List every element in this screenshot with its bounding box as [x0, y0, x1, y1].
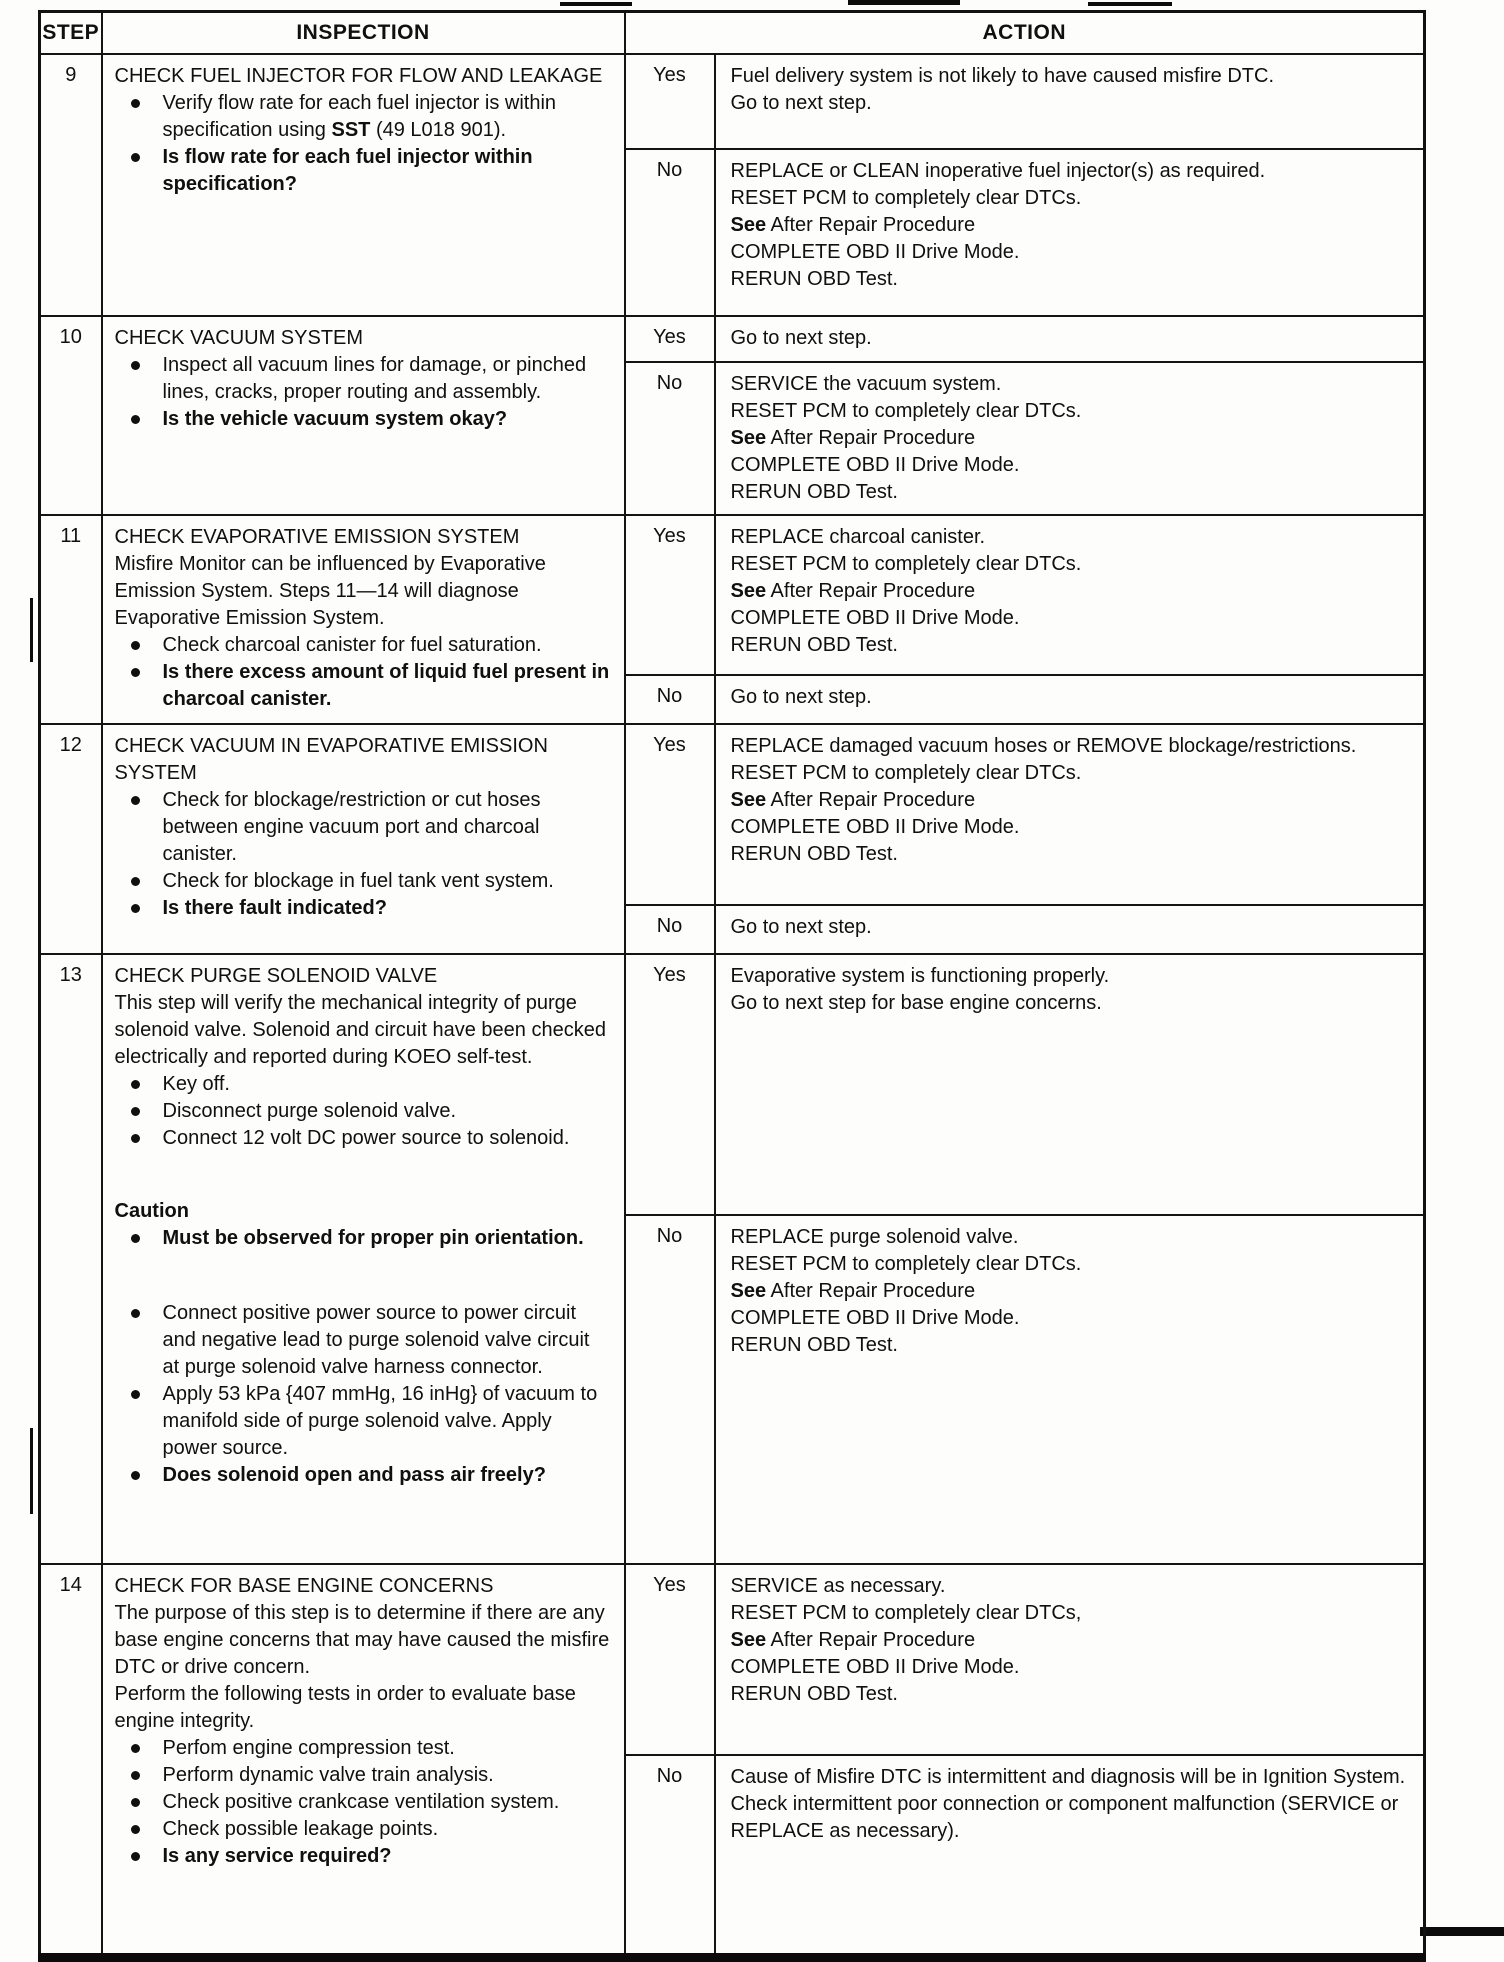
bullet-icon [131, 659, 163, 713]
header-step: STEP [40, 12, 102, 55]
bullet-text [163, 1225, 610, 1252]
bullet-text [163, 1762, 610, 1789]
action-line-text: RESET PCM to completely clear DTCs. [730, 187, 1082, 209]
step-11-yes-cell [625, 515, 715, 675]
step-12-inspection-cell [102, 724, 625, 954]
action-line [731, 371, 1412, 398]
bullet-text [163, 632, 610, 659]
action-line [731, 452, 1412, 479]
bullet-icon [131, 632, 163, 659]
action-line-text: RERUN OBD Test. [730, 843, 898, 865]
bullet-text [163, 1462, 610, 1489]
action-line-text: COMPLETE OBD II Drive Mode. [730, 454, 1020, 476]
action-line [731, 841, 1412, 868]
bullet-icon [131, 1300, 163, 1381]
action-line-text: COMPLETE OBD II Drive Mode. [730, 1307, 1020, 1329]
action-line-bold: See [730, 1629, 767, 1651]
step-14-yes-cell [625, 1564, 715, 1755]
step-13-no-cell [625, 1215, 715, 1564]
step-11-no-action-cell [715, 675, 1425, 724]
scan-artifact [1420, 1927, 1504, 1936]
action-line [731, 63, 1412, 90]
step-13-no-action-cell [715, 1215, 1425, 1564]
step-10-no-action-cell [715, 362, 1425, 515]
bullet-icon [131, 1071, 163, 1098]
bullet-text-bold: SST [331, 119, 371, 141]
action-line [731, 1305, 1412, 1332]
action-line-text: COMPLETE OBD II Drive Mode. [730, 816, 1020, 838]
step-number: 11 [60, 525, 82, 547]
bullet-text [163, 1071, 610, 1098]
bullet-text [163, 895, 610, 922]
action-line-text: Evaporative system is functioning properly. [730, 965, 1110, 987]
bullet-item [131, 1381, 610, 1462]
step-10-no-cell [625, 362, 715, 515]
action-line [731, 1251, 1412, 1278]
header-inspection: INSPECTION [102, 12, 625, 55]
bullet-text [163, 1381, 610, 1462]
bullet-text-part: Key off. [162, 1073, 230, 1095]
step-14-no-action-cell [715, 1755, 1425, 1957]
bullet-text-bold: Is the vehicle vacuum system okay? [162, 408, 508, 430]
bullet-text-part: Inspect all vacuum lines for damage, or pinched lines, cracks, proper routing and assembly. [162, 354, 587, 403]
bullet-icon [131, 1843, 163, 1870]
action-line-text: RERUN OBD Test. [730, 481, 898, 503]
step-10-inspection-cell [102, 316, 625, 515]
step-number: 13 [59, 964, 82, 986]
step-14-number-cell [40, 1564, 102, 1957]
bullet-item [131, 1125, 610, 1152]
bullet-item [131, 1762, 610, 1789]
bullet-text-part: Connect 12 volt DC power source to solenoid. [162, 1127, 570, 1149]
action-line [731, 787, 1412, 814]
bullet-icon [131, 1381, 163, 1462]
step-9-no-cell [625, 149, 715, 316]
header-action: ACTION [625, 12, 1425, 55]
bullet-text-part: Disconnect purge solenoid valve. [162, 1100, 457, 1122]
bullet-text [163, 1843, 610, 1870]
action-line-text: After Repair Procedure [766, 580, 976, 602]
action-line-text: Go to next step. [730, 916, 872, 938]
yes-label: Yes [653, 525, 686, 547]
inspection-paragraph: This step will verify the mechanical integrity of purge solenoid valve. Solenoid and circuit have been checked electrically and reported during KOEO self-test. [114, 992, 606, 1068]
action-line-text: After Repair Procedure [766, 1629, 976, 1651]
action-line [731, 1654, 1412, 1681]
bullet-item [131, 1789, 610, 1816]
action-line [731, 814, 1412, 841]
bullet-icon [131, 1816, 163, 1843]
bullet-text [163, 1816, 610, 1843]
bullet-icon [131, 1125, 163, 1152]
action-line-text: REPLACE purge solenoid valve. [730, 1226, 1019, 1248]
action-line-text: REPLACE damaged vacuum hoses or REMOVE blockage/restrictions. [730, 735, 1357, 757]
step-12-no-action-cell [715, 905, 1425, 954]
step-number: 10 [59, 326, 82, 348]
step-14-yes-row [40, 1564, 1425, 1755]
action-line-text: RERUN OBD Test. [730, 1334, 898, 1356]
bullet-icon [131, 868, 163, 895]
bullet-item [131, 1300, 610, 1381]
bullet-item [131, 1735, 610, 1762]
bullet-text-part: Verify flow rate for each fuel injector is within specification using [162, 92, 557, 141]
bullet-item [131, 632, 610, 659]
step-14-inspection-cell [102, 1564, 625, 1957]
inspection-title: CHECK EVAPORATIVE EMISSION SYSTEM [114, 526, 520, 548]
action-line-text: COMPLETE OBD II Drive Mode. [730, 607, 1020, 629]
action-line-text: RESET PCM to completely clear DTCs. [730, 762, 1082, 784]
action-line [731, 90, 1412, 117]
yes-label: Yes [653, 964, 686, 986]
step-10-yes-row [40, 316, 1425, 362]
action-line-bold: See [730, 214, 767, 236]
action-line [731, 1278, 1412, 1305]
step-13-yes-row [40, 954, 1425, 1215]
action-line-text: REPLACE charcoal canister. [730, 526, 986, 548]
inspection-title: CHECK FOR BASE ENGINE CONCERNS [114, 1575, 494, 1597]
step-14-yes-action-cell [715, 1564, 1425, 1755]
step-9-inspection-cell [102, 54, 625, 316]
action-line [731, 185, 1412, 212]
bullet-text-bold: Is there fault indicated? [162, 897, 387, 919]
action-line-text: REPLACE or CLEAN inoperative fuel injector(s) as required. [730, 160, 1266, 182]
bullet-item [131, 352, 610, 406]
inspection-paragraph: The purpose of this step is to determine if there are any base engine concerns that may have caused the misfire DTC or drive concern. [114, 1602, 610, 1678]
bullet-icon [131, 352, 163, 406]
action-line-text: RESET PCM to completely clear DTCs. [730, 400, 1082, 422]
action-line [731, 1332, 1412, 1359]
bullet-text [163, 144, 610, 198]
action-line-text: COMPLETE OBD II Drive Mode. [730, 1656, 1020, 1678]
action-line-text: SERVICE the vacuum system. [730, 373, 1002, 395]
bullet-icon [131, 1225, 163, 1252]
action-line [731, 684, 1412, 711]
bullet-text [163, 1098, 610, 1125]
step-14-no-cell [625, 1755, 715, 1957]
step-13-number-cell [40, 954, 102, 1564]
step-9-no-action-cell [715, 149, 1425, 316]
caution-heading: Caution [114, 1200, 189, 1222]
bullet-text-part: (49 L018 901). [370, 119, 507, 141]
action-line-text: Go to next step. [730, 327, 872, 349]
step-9-number-cell [40, 54, 102, 316]
bullet-icon [131, 1762, 163, 1789]
bullet-icon [131, 144, 163, 198]
bullet-item-caution [131, 1225, 610, 1252]
bullet-text-bold: Is any service required? [162, 1845, 392, 1867]
action-line [731, 1764, 1412, 1845]
action-line [731, 524, 1412, 551]
bullet-text-part: Check possible leakage points. [162, 1818, 439, 1840]
step-12-yes-cell [625, 724, 715, 905]
bullet-item-question [131, 144, 610, 198]
action-line [731, 551, 1412, 578]
step-12-number-cell [40, 724, 102, 954]
step-9-yes-action-cell [715, 54, 1425, 149]
action-line-text: RERUN OBD Test. [730, 268, 898, 290]
bullet-text [163, 1300, 610, 1381]
bullet-text [163, 406, 610, 433]
bullet-icon [131, 1462, 163, 1489]
bullet-icon [131, 1789, 163, 1816]
no-label: No [656, 372, 683, 394]
bullet-item [131, 1098, 610, 1125]
bullet-icon [131, 895, 163, 922]
scan-artifact [1088, 2, 1172, 6]
bullet-icon [131, 787, 163, 868]
action-line [731, 1681, 1412, 1708]
bullet-text-part: Apply 53 kPa {407 mmHg, 16 inHg} of vacuum to manifold side of purge solenoid valve. Apply power source. [162, 1383, 598, 1459]
bullet-text-bold: Does solenoid open and pass air freely? [162, 1464, 546, 1486]
step-13-yes-action-cell [715, 954, 1425, 1215]
step-11-inspection-cell [102, 515, 625, 724]
no-label: No [656, 1225, 683, 1247]
bullet-item-question [131, 1462, 610, 1489]
action-line [731, 425, 1412, 452]
action-line [731, 1600, 1412, 1627]
scan-artifact [848, 0, 960, 5]
step-number: 14 [59, 1574, 82, 1596]
step-12-yes-action-cell [715, 724, 1425, 905]
step-number: 9 [65, 64, 77, 86]
yes-label: Yes [653, 1574, 686, 1596]
bullet-item-question [131, 895, 610, 922]
action-line [731, 212, 1412, 239]
step-10-yes-action-cell [715, 316, 1425, 362]
bullet-icon [131, 1098, 163, 1125]
action-line [731, 578, 1412, 605]
inspection-title: CHECK PURGE SOLENOID VALVE [114, 965, 438, 987]
no-label: No [656, 1765, 683, 1787]
bullet-text-bold: Is flow rate for each fuel injector within specification? [162, 146, 533, 195]
yes-label: Yes [653, 326, 686, 348]
action-line-text: RERUN OBD Test. [730, 634, 898, 656]
scan-artifact [30, 598, 33, 662]
bullet-text-part: Perform dynamic valve train analysis. [162, 1764, 494, 1786]
action-line [731, 760, 1412, 787]
bullet-text [163, 352, 610, 406]
step-number: 12 [59, 734, 82, 756]
inspection-paragraph: Perform the following tests in order to evaluate base engine integrity. [114, 1683, 576, 1732]
action-line [731, 1224, 1412, 1251]
scan-artifact [560, 2, 632, 6]
step-9-yes-row [40, 54, 1425, 149]
bullet-item [131, 868, 610, 895]
action-line-text: Go to next step for base engine concerns. [730, 992, 1102, 1014]
action-line [731, 632, 1412, 659]
action-line [731, 1573, 1412, 1600]
bullet-text [163, 868, 610, 895]
inspection-paragraph: Misfire Monitor can be influenced by Evaporative Emission System. Steps 11—14 will diagnose Evaporative Emission System. [114, 553, 546, 629]
bullet-text [163, 787, 610, 868]
action-line [731, 605, 1412, 632]
bullet-item [131, 90, 610, 144]
step-12-no-cell [625, 905, 715, 954]
inspection-title: CHECK VACUUM SYSTEM [114, 327, 364, 349]
no-label: No [656, 159, 683, 181]
action-line-text: After Repair Procedure [766, 1280, 976, 1302]
action-line [731, 398, 1412, 425]
action-line-text: RESET PCM to completely clear DTCs. [730, 553, 1082, 575]
bullet-text [163, 90, 610, 144]
bullet-text-bold: Must be observed for proper pin orientation. [162, 1227, 584, 1249]
action-line [731, 914, 1412, 941]
action-line [731, 158, 1412, 185]
bullet-text-part: Perfom engine compression test. [162, 1737, 455, 1759]
action-line-text: SERVICE as necessary. [730, 1575, 946, 1597]
bullet-text-part: Connect positive power source to power circuit and negative lead to purge solenoid valve circuit at purge solenoid valve harness connector. [162, 1302, 590, 1378]
action-line-text: After Repair Procedure [766, 214, 976, 236]
bullet-text-bold: Is there excess amount of liquid fuel present in charcoal canister. [162, 661, 610, 710]
action-line-text: RERUN OBD Test. [730, 1683, 898, 1705]
action-line [731, 1627, 1412, 1654]
step-11-yes-action-cell [715, 515, 1425, 675]
action-line [731, 963, 1412, 990]
bullet-text-part: Check for blockage in fuel tank vent system. [162, 870, 554, 892]
troubleshooting-table [38, 10, 1426, 1962]
bullet-text-part: Check for blockage/restriction or cut hoses between engine vacuum port and charcoal canister. [162, 789, 541, 865]
action-line [731, 325, 1412, 352]
inspection-title: CHECK VACUUM IN EVAPORATIVE EMISSION SYSTEM [114, 735, 548, 784]
action-line-text: After Repair Procedure [766, 427, 976, 449]
action-line-bold: See [730, 789, 767, 811]
action-line [731, 479, 1412, 506]
step-13-inspection-cell [102, 954, 625, 1564]
action-line-text: RESET PCM to completely clear DTCs. [730, 1253, 1082, 1275]
no-label: No [656, 684, 683, 707]
inspection-title: CHECK FUEL INJECTOR FOR FLOW AND LEAKAGE [114, 65, 603, 87]
yes-label: Yes [653, 734, 686, 756]
scan-artifact [30, 1428, 33, 1514]
step-12-yes-row [40, 724, 1425, 905]
bullet-item [131, 1816, 610, 1843]
yes-label: Yes [653, 64, 686, 86]
step-13-yes-cell [625, 954, 715, 1215]
action-line-text: After Repair Procedure [766, 789, 976, 811]
action-line-text: Cause of Misfire DTC is intermittent and diagnosis will be in Ignition System. Check intermittent poor connection or component malfunction (SERVICE or REPLACE as necessary). [730, 1766, 1406, 1842]
step-11-no-cell [625, 675, 715, 724]
header-row [40, 12, 1425, 55]
bullet-item [131, 1071, 610, 1098]
bullet-text-part: Check positive crankcase ventilation system. [162, 1791, 560, 1813]
bullet-text [163, 659, 610, 713]
action-line-bold: See [730, 580, 767, 602]
bullet-icon [131, 406, 163, 433]
action-line-bold: See [730, 1280, 767, 1302]
no-label: No [656, 915, 683, 937]
action-line-text: RESET PCM to completely clear DTCs, [730, 1602, 1082, 1624]
action-line [731, 733, 1412, 760]
bullet-text-part: Check charcoal canister for fuel saturation. [162, 634, 542, 656]
action-line [731, 990, 1412, 1017]
bullet-text [163, 1125, 610, 1152]
step-10-yes-cell [625, 316, 715, 362]
bullet-text [163, 1789, 610, 1816]
step-11-number-cell [40, 515, 102, 724]
action-line-text: COMPLETE OBD II Drive Mode. [730, 241, 1020, 263]
bullet-item-question [131, 659, 610, 713]
step-11-yes-row [40, 515, 1425, 675]
bullet-text [163, 1735, 610, 1762]
bullet-item-question [131, 406, 610, 433]
action-line-text: Go to next step. [730, 685, 872, 708]
action-line-text: Fuel delivery system is not likely to have caused misfire DTC. [730, 65, 1275, 87]
bullet-icon [131, 90, 163, 144]
bullet-item-question [131, 1843, 610, 1870]
action-line [731, 239, 1412, 266]
action-line [731, 266, 1412, 293]
bullet-item [131, 787, 610, 868]
step-9-yes-cell [625, 54, 715, 149]
step-10-number-cell [40, 316, 102, 515]
action-line-text: Go to next step. [730, 92, 872, 114]
action-line-bold: See [730, 427, 767, 449]
bullet-icon [131, 1735, 163, 1762]
